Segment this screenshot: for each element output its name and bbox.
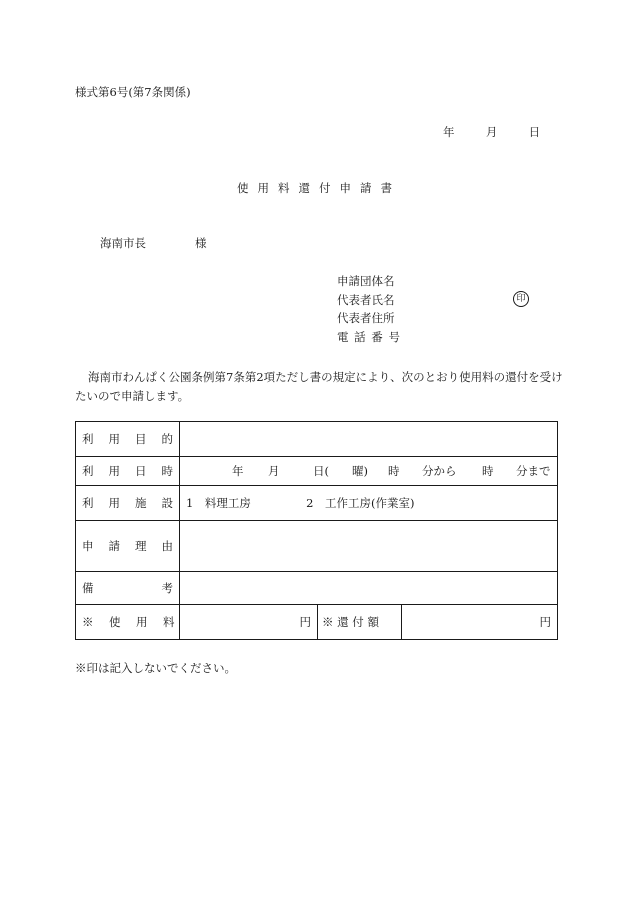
dt-hour-from: 時 <box>388 464 400 478</box>
table-row <box>76 521 558 572</box>
date-month: 月 <box>485 125 498 139</box>
phone-number-label: 電 話 番 号 <box>337 329 401 344</box>
dt-weekday: 曜) <box>352 464 368 478</box>
date-day: 日 <box>528 125 541 139</box>
footnote: ※印は記入しないでください。 <box>75 661 236 675</box>
representative-address-label: 代表者住所 <box>337 311 395 325</box>
table-row <box>76 486 558 521</box>
dt-month: 月 <box>268 464 280 478</box>
dt-minute-from: 分から <box>422 464 457 478</box>
submission-date <box>443 124 540 140</box>
application-statement: 海南市わんぱく公園条例第7条第2項ただし書の規定により、次のとおり使用料の還付を受けたいので申請します。 <box>75 370 563 403</box>
table-row <box>76 605 558 640</box>
document-title: 使用料還付申請書 <box>237 181 401 195</box>
dt-hour-to: 時 <box>482 464 494 478</box>
table-row <box>76 572 558 605</box>
seal-mark: 印 <box>513 291 529 307</box>
dt-day: 日( <box>313 464 329 478</box>
purpose-label: 利用目的 <box>76 422 180 457</box>
date-year: 年 <box>443 125 455 139</box>
usage-fee-field[interactable] <box>180 605 318 640</box>
applicant-block <box>337 272 401 346</box>
facility-option-workshop[interactable]: 2 工作工房(作業室) <box>306 496 415 510</box>
representative-name-label: 代表者氏名 <box>337 292 395 307</box>
usage-fee-unit: 円 <box>299 615 311 629</box>
remarks-field[interactable] <box>180 572 558 605</box>
reason-field[interactable] <box>180 521 558 572</box>
table-row <box>76 422 558 457</box>
refund-amount-label: ※ 還 付 額 <box>318 605 402 640</box>
datetime-label: 利用日時 <box>76 457 180 486</box>
usage-fee-label: ※ 使 用 料 <box>76 605 180 640</box>
refund-amount-unit: 円 <box>539 615 552 629</box>
reason-label: 申請理由 <box>76 521 180 572</box>
application-form-table <box>75 421 558 640</box>
remarks-label: 備考 <box>76 572 180 605</box>
purpose-field[interactable] <box>180 422 558 457</box>
facility-field[interactable] <box>180 486 558 521</box>
table-row <box>76 457 558 486</box>
form-number: 様式第6号(第7条関係) <box>75 85 191 99</box>
dt-year: 年 <box>232 464 244 478</box>
group-name-label: 申請団体名 <box>337 274 395 288</box>
facility-option-cooking[interactable]: 1 料理工房 <box>186 496 251 510</box>
addressee-honorific: 様 <box>195 236 207 250</box>
facility-label: 利用施設 <box>76 486 180 521</box>
dt-minute-to: 分まで <box>516 464 551 478</box>
refund-amount-field[interactable] <box>402 605 558 640</box>
addressee <box>100 235 207 251</box>
datetime-field[interactable] <box>180 457 558 486</box>
addressee-name: 海南市長 <box>100 236 146 250</box>
